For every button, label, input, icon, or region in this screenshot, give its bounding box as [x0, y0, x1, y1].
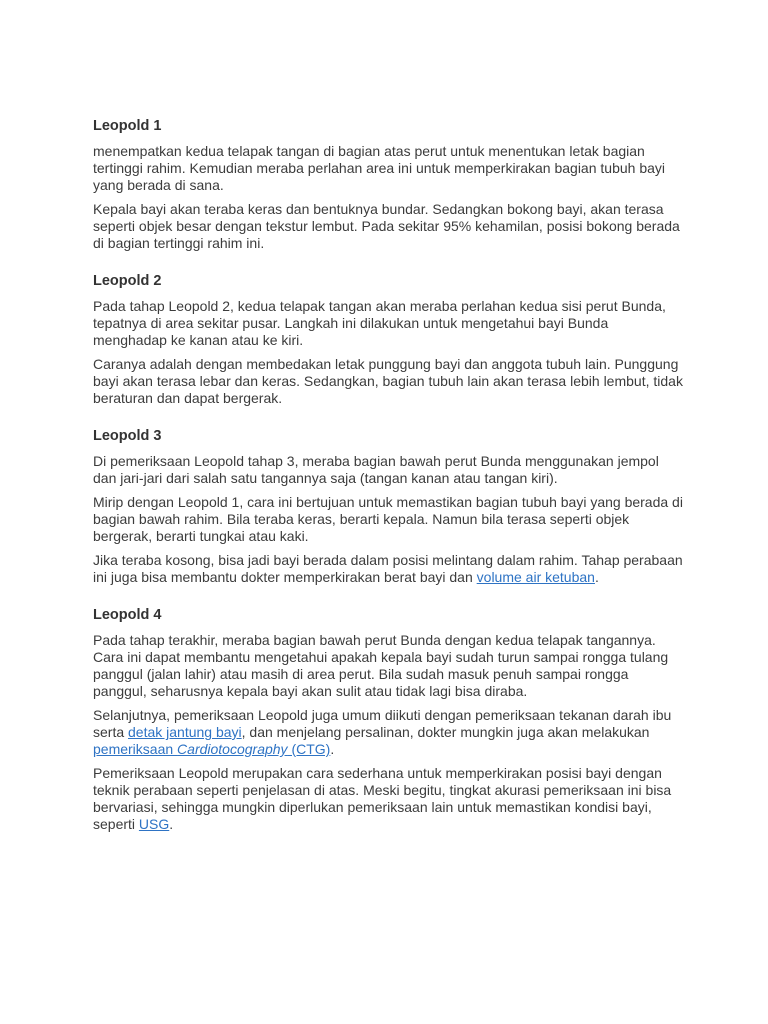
section-leopold-1 — [93, 117, 683, 252]
paragraph: Pada tahap Leopold 2, kedua telapak tangan akan meraba perlahan kedua sisi perut Bunda, tepatnya di area sekitar pusar. Langkah ini dilakukan untuk mengetahui bayi Bunda menghadap ke kanan atau ke kiri. — [93, 298, 666, 348]
link-pemeriksaan-ctg[interactable] — [93, 741, 330, 757]
text-span: Selanjutnya, pemeriksaan Leopold juga umum diikuti dengan pemeriksaan tekanan darah ibu serta — [93, 707, 672, 740]
paragraph: Pada tahap terakhir, meraba bagian bawah perut Bunda dengan kedua telapak tangannya. Cara ini dapat membantu mengetahui apakah kepala bayi sudah turun sampai rongga tulang panggul (jalan lahir) atau masih di area perut. Bila sudah masuk penuh sampai rongga panggul, seharusnya kepala bayi akan sulit atau tidak lagi bisa diraba. — [93, 632, 669, 699]
link-text-italic: Cardiotocography — [177, 741, 288, 757]
paragraph: Di pemeriksaan Leopold tahap 3, meraba bagian bawah perut Bunda menggunakan jempol dan jari-jari dari salah satu tangannya saja (tangan kanan atau tangan kiri). — [93, 453, 659, 486]
link-detak-jantung-bayi[interactable]: detak jantung bayi — [128, 724, 242, 740]
paragraph: Kepala bayi akan teraba keras dan bentuknya bundar. Sedangkan bokong bayi, akan terasa seperti objek besar dengan tekstur lembut. Pada sekitar 95% kehamilan, posisi bokong berada di bagian tertinggi rahim ini. — [93, 201, 680, 251]
text-span: . — [594, 569, 599, 585]
text-span: . — [169, 816, 174, 832]
section-leopold-2 — [93, 272, 683, 407]
link-usg[interactable]: USG — [138, 816, 170, 832]
paragraph: menempatkan kedua telapak tangan di bagian atas perut untuk menentukan letak bagian tertinggi rahim. Kemudian meraba perlahan area ini untuk memperkirakan bagian tubuh bayi yang berada di sana. — [93, 143, 665, 193]
paragraph: Caranya adalah dengan membedakan letak punggung bayi dan anggota tubuh lain. Punggung bayi akan terasa lebar dan keras. Sedangkan, bagian tubuh lain akan terasa lebih lembut, tidak beraturan dan dapat bergerak. — [93, 356, 683, 406]
text-span: , dan menjelang persalinan, dokter mungkin juga akan melakukan — [241, 724, 650, 740]
section-heading: Leopold 2 — [93, 273, 162, 289]
section-leopold-3 — [93, 427, 683, 586]
text-span: Jika teraba kosong, bisa jadi bayi berada dalam posisi melintang dalam rahim. Tahap perabaan ini juga bisa membantu dokter memperkirakan berat bayi dan — [93, 552, 683, 585]
section-leopold-4 — [93, 606, 683, 833]
link-volume-air-ketuban[interactable]: volume air ketuban — [476, 569, 595, 585]
paragraph: Mirip dengan Leopold 1, cara ini bertujuan untuk memastikan bagian tubuh bayi yang berada di bagian bawah rahim. Bila teraba keras, berarti kepala. Namun bila terasa seperti objek bergerak, berarti tungkai atau kaki. — [93, 494, 683, 544]
paragraph — [93, 552, 683, 586]
section-heading: Leopold 4 — [93, 607, 162, 623]
paragraph — [93, 765, 683, 833]
text-span: . — [330, 741, 335, 757]
section-heading: Leopold 3 — [93, 428, 162, 444]
article-body — [93, 117, 683, 833]
text-span: Pemeriksaan Leopold merupakan cara sederhana untuk memperkirakan posisi bayi dengan teknik perabaan seperti penjelasan di atas. Meski begitu, tingkat akurasi pemeriksaan ini bisa bervariasi, sehingga mungkin diperlukan pemeriksaan lain untuk memastikan kondisi bayi, seperti — [93, 765, 672, 832]
paragraph — [93, 707, 683, 758]
section-heading: Leopold 1 — [93, 118, 162, 134]
link-text: (CTG) — [287, 741, 331, 757]
link-text: pemeriksaan — [93, 741, 178, 757]
